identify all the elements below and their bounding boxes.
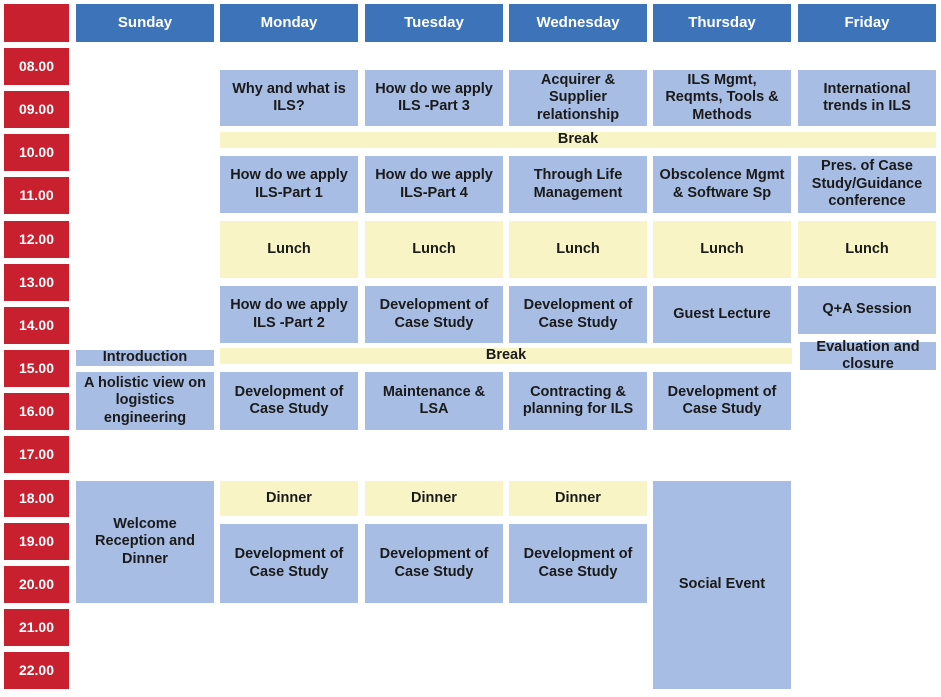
session-monday-3: How do we apply ILS -Part 2 [220,286,358,343]
session-tuesday-4: Maintenance & LSA [365,372,503,430]
session-thursday-4: Development of Case Study [653,372,791,430]
session-friday-2: Pres. of Case Study/Guidance conference [798,156,936,213]
hour-label: 08.00 [4,48,69,85]
hour-label: 13.00 [4,264,69,301]
break-afternoon: Break [220,348,792,364]
session-tuesday-2: How do we apply ILS-Part 4 [365,156,503,213]
session-monday-5: Development of Case Study [220,524,358,603]
session-wednesday-2: Through Life Management [509,156,647,213]
lunch-thursday: Lunch [653,221,791,278]
dinner-tuesday: Dinner [365,481,503,516]
session-thursday-1: ILS Mgmt, Reqmts, Tools & Methods [653,70,791,126]
day-header-tuesday: Tuesday [365,4,503,42]
corner-cell [4,4,69,42]
session-monday-1: Why and what is ILS? [220,70,358,126]
session-wednesday-5: Development of Case Study [509,524,647,603]
lunch-tuesday: Lunch [365,221,503,278]
session-friday-1: International trends in ILS [798,70,936,126]
session-monday-4: Development of Case Study [220,372,358,430]
session-tuesday-3: Development of Case Study [365,286,503,343]
hour-label: 15.00 [4,350,69,387]
day-header-sunday: Sunday [76,4,214,42]
session-thursday-2: Obscolence Mgmt & Software Sp [653,156,791,213]
hour-label: 20.00 [4,566,69,603]
session-wednesday-1: Acquirer & Supplier relationship [509,70,647,126]
session-welcome-reception: Welcome Reception and Dinner [76,481,214,603]
session-wednesday-4: Contracting & planning for ILS [509,372,647,430]
session-wednesday-3: Development of Case Study [509,286,647,343]
lunch-wednesday: Lunch [509,221,647,278]
hour-label: 22.00 [4,652,69,689]
session-tuesday-5: Development of Case Study [365,524,503,603]
hour-label: 11.00 [4,177,69,214]
day-header-friday: Friday [798,4,936,42]
hour-label: 16.00 [4,393,69,430]
hour-label: 17.00 [4,436,69,473]
hour-label: 21.00 [4,609,69,646]
session-thursday-3: Guest Lecture [653,286,791,343]
dinner-monday: Dinner [220,481,358,516]
hour-label: 10.00 [4,134,69,171]
day-header-thursday: Thursday [653,4,791,42]
hour-label: 12.00 [4,221,69,258]
day-header-wednesday: Wednesday [509,4,647,42]
break-morning: Break [220,132,936,148]
day-header-monday: Monday [220,4,358,42]
session-monday-2: How do we apply ILS-Part 1 [220,156,358,213]
session-thursday-social: Social Event [653,481,791,689]
hour-label: 19.00 [4,523,69,560]
hour-label: 18.00 [4,480,69,517]
session-tuesday-1: How do we apply ILS -Part 3 [365,70,503,126]
session-friday-4: Evaluation and closure [800,342,936,370]
session-holistic-view: A holistic view on logistics engineering [76,372,214,430]
hour-label: 14.00 [4,307,69,344]
lunch-monday: Lunch [220,221,358,278]
hour-label: 09.00 [4,91,69,128]
session-introduction: Introduction [76,350,214,366]
lunch-friday: Lunch [798,221,936,278]
dinner-wednesday: Dinner [509,481,647,516]
session-friday-3: Q+A Session [798,286,936,334]
